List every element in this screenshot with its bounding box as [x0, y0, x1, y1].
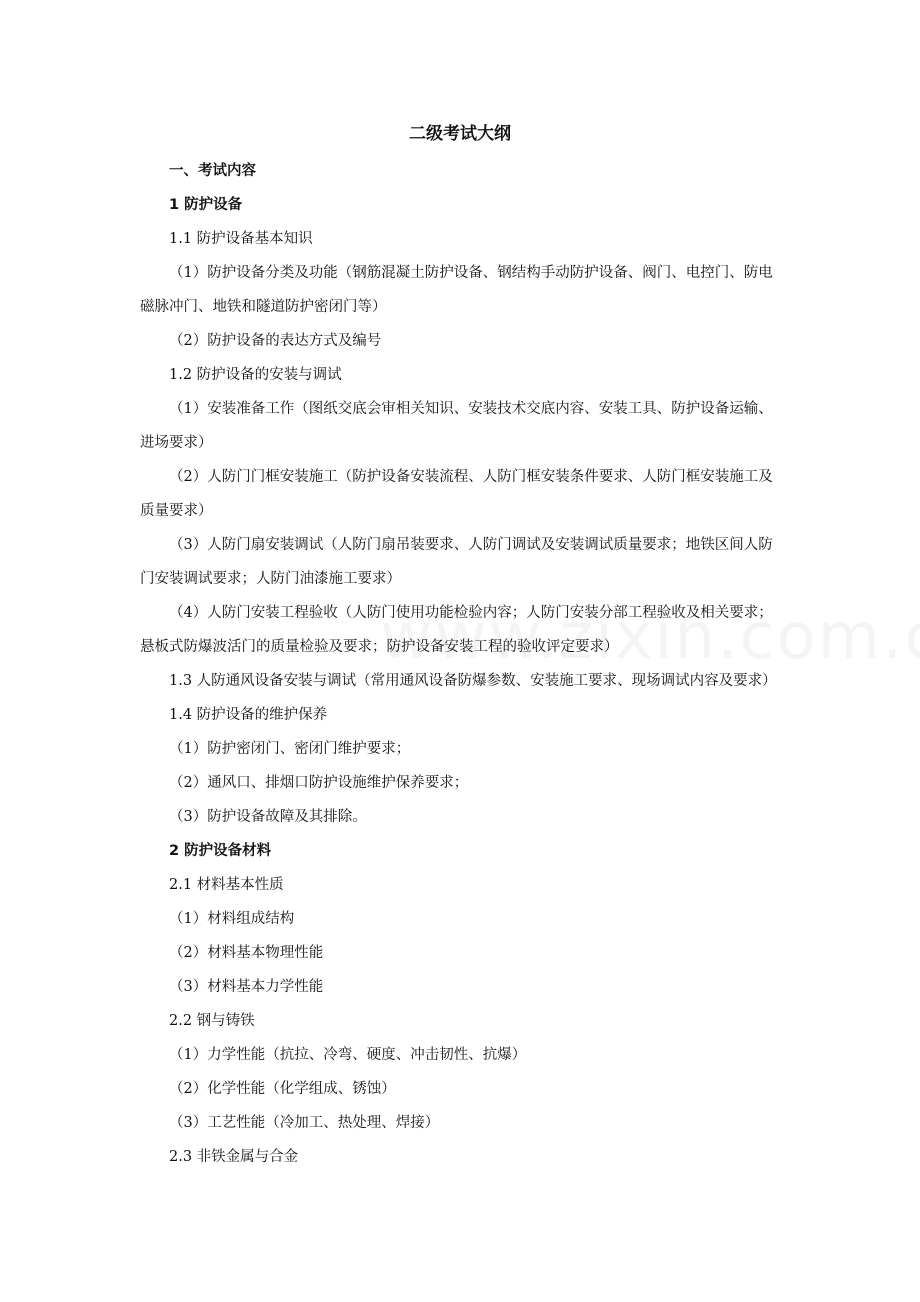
outline-item: （1）力学性能（抗拉、冷弯、硬度、冲击韧性、抗爆）: [169, 1047, 527, 1063]
outline-item: 1.1 防护设备基本知识: [169, 231, 313, 247]
outline-item: （2）化学性能（化学组成、锈蚀）: [169, 1081, 396, 1097]
outline-item: （4）人防门安装工程验收（人防门使用功能检验内容；人防门安装分部工程验收及相关要求；悬板式防爆波活门的质量检验及要求；防护设备安装工程的验收评定要求）: [140, 605, 773, 655]
outline-item: 2.1 材料基本性质: [169, 877, 284, 893]
outline-item: （1）防护密闭门、密闭门维护要求；: [169, 741, 411, 757]
outline-lines: [140, 154, 780, 1174]
section-heading: 1 防护设备: [169, 197, 243, 213]
outline-item: （3）材料基本力学性能: [169, 979, 324, 995]
outline-item: （2）材料基本物理性能: [169, 945, 324, 961]
outline-item: 1.3 人防通风设备安装与调试（常用通风设备防爆参数、安装施工要求、现场调试内容及要求）: [169, 673, 777, 689]
outline-item: （3）防护设备故障及其排除。: [169, 809, 367, 825]
outline-item: 1.4 防护设备的维护保养: [169, 707, 328, 723]
section-heading: 2 防护设备材料: [169, 843, 272, 859]
outline-item: （1）安装准备工作（图纸交底会审相关知识、安装技术交底内容、安装工具、防护设备运输、进场要求）: [140, 401, 773, 451]
document-title: 二级考试大纲: [409, 124, 511, 144]
outline-item: （1）防护设备分类及功能（钢筋混凝土防护设备、钢结构手动防护设备、阀门、电控门、防电磁脉冲门、地铁和隧道防护密闭门等）: [140, 265, 773, 315]
outline-item: （2）人防门门框安装施工（防护设备安装流程、人防门框安装条件要求、人防门框安装施工及质量要求）: [140, 469, 773, 519]
outline-item: （3）人防门扇安装调试（人防门扇吊装要求、人防门调试及安装调试质量要求；地铁区间人防门安装调试要求；人防门油漆施工要求）: [140, 537, 773, 587]
section-heading: 一、考试内容: [169, 163, 256, 179]
document-body: [140, 120, 780, 1174]
outline-item: 2.2 钢与铸铁: [169, 1013, 255, 1029]
outline-item: （3）工艺性能（冷加工、热处理、焊接）: [169, 1115, 440, 1131]
outline-item: 1.2 防护设备的安装与调试: [169, 367, 342, 383]
outline-item: （1）材料组成结构: [169, 911, 295, 927]
outline-item: （2）通风口、排烟口防护设施维护保养要求；: [169, 775, 469, 791]
outline-item: （2）防护设备的表达方式及编号: [169, 333, 382, 349]
outline-item: 2.3 非铁金属与合金: [169, 1149, 299, 1165]
